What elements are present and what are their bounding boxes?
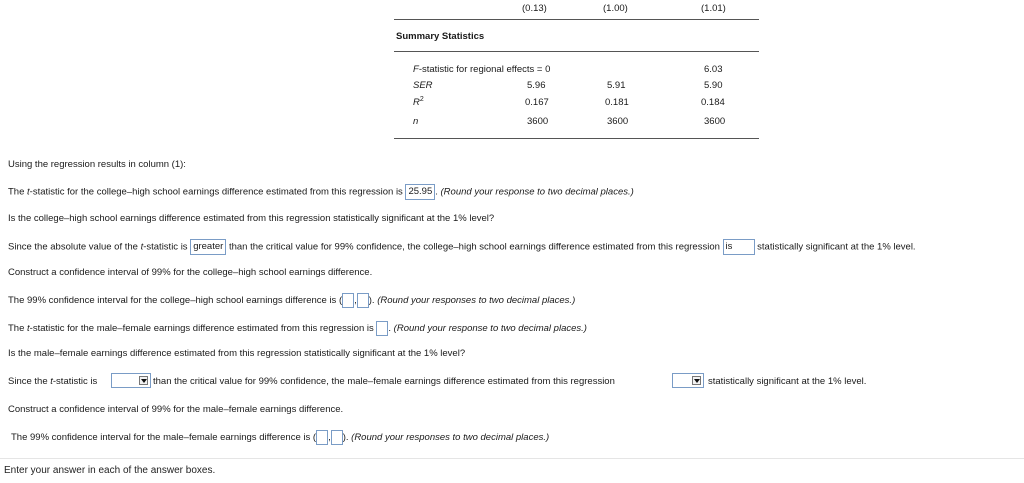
round-hint: (Round your response to two decimal places.) — [440, 186, 634, 198]
text: ). — [368, 295, 378, 307]
sig-mf-question: Is the male–female earnings difference estimated from this regression statistically significant at the 1% level? — [8, 348, 466, 359]
text: Since the — [8, 376, 51, 387]
text: statistically significant at the 1% level. — [754, 241, 916, 253]
comparison-answer[interactable]: greater — [190, 239, 226, 255]
text: The 99% confidence interval for the college–high school earnings difference is ( — [8, 295, 343, 307]
text: -statistic is — [143, 241, 191, 253]
text: ). — [342, 432, 352, 444]
r2-label: R — [413, 97, 420, 109]
row-label-n: n — [413, 116, 419, 127]
table-top-cell-3: (1.01) — [701, 3, 726, 14]
text: -statistic is — [52, 376, 98, 387]
text: The 99% confidence interval for the male–female earnings difference is ( — [11, 432, 317, 444]
footer-divider — [0, 458, 1024, 459]
t-symbol: t — [50, 376, 53, 387]
text: -statistic for the male–female earnings difference estimated from this regression is — [29, 323, 377, 335]
row-fstat-c3: 6.03 — [704, 64, 723, 75]
tstat-mf-input[interactable] — [376, 321, 388, 336]
since-mf-post: statistically significant at the 1% level. — [708, 376, 867, 387]
tstat-college-answer[interactable]: 25.95 — [405, 184, 435, 200]
fstat-label-rest: -statistic for regional effects = 0 — [418, 64, 551, 75]
since-mf-line — [8, 376, 97, 387]
ci-mf-upper-input[interactable] — [331, 430, 343, 445]
row-n-c3: 3600 — [704, 116, 726, 127]
table-rule-bottom — [394, 138, 759, 139]
comparison-select[interactable] — [111, 373, 151, 388]
row-label-r2 — [413, 96, 424, 108]
text: Since the absolute value of the — [8, 241, 141, 253]
significance-select[interactable] — [672, 373, 704, 388]
text: . — [435, 186, 441, 198]
t-symbol: t — [140, 241, 144, 253]
row-ser-c2: 5.91 — [607, 80, 626, 91]
text: , — [328, 432, 331, 444]
row-r2-c3: 0.184 — [701, 97, 725, 108]
text: The — [8, 186, 28, 198]
ci-college-upper-input[interactable] — [357, 293, 369, 308]
row-label-fstat: F-statistic for regional effects = 0 — [413, 64, 551, 75]
round-hint: (Round your responses to two decimal places.) — [377, 295, 576, 307]
round-hint: (Round your responses to two decimal places.) — [351, 432, 550, 444]
table-top-cell-1: (0.13) — [522, 3, 547, 14]
row-n-c2: 3600 — [607, 116, 629, 127]
row-label-ser: SER — [413, 80, 433, 91]
since-college-line — [8, 239, 916, 255]
table-rule-top — [394, 19, 759, 20]
footer-instruction: Enter your answer in each of the answer boxes. — [4, 465, 216, 476]
t-symbol: t — [27, 323, 30, 335]
ci-college-line — [8, 293, 575, 308]
t-symbol: t — [27, 186, 30, 198]
row-r2-c2: 0.181 — [605, 97, 629, 108]
chevron-down-icon — [692, 376, 701, 385]
tstat-mf-line — [8, 321, 587, 336]
round-hint: (Round your response to two decimal places.) — [393, 323, 587, 335]
chevron-down-icon — [139, 376, 148, 385]
tstat-college-line — [8, 184, 634, 200]
row-n-c1: 3600 — [527, 116, 549, 127]
row-ser-c1: 5.96 — [527, 80, 546, 91]
text: The — [8, 323, 28, 335]
r2-sup: 2 — [419, 96, 424, 103]
table-rule-mid — [394, 51, 759, 52]
row-r2-c1: 0.167 — [525, 97, 549, 108]
text: than the critical value for 99% confidence, the college–high school earnings difference estimated from this regression — [226, 241, 723, 253]
ci-mf-lower-input[interactable] — [316, 430, 328, 445]
text: . — [388, 323, 394, 335]
intro-text: Using the regression results in column (1): — [8, 159, 186, 170]
row-ser-c3: 5.90 — [704, 80, 723, 91]
text: -statistic for the college–high school earnings difference estimated from this regression is — [29, 186, 406, 198]
significance-answer[interactable]: is — [723, 239, 755, 255]
ci-mf-construct: Construct a confidence interval of 99% for the male–female earnings difference. — [8, 404, 344, 415]
sig-college-question: Is the college–high school earnings difference estimated from this regression statistically significant at the 1% level? — [8, 213, 495, 224]
since-mf-mid: than the critical value for 99% confidence, the male–female earnings difference estimated from this regression — [153, 376, 615, 387]
table-title: Summary Statistics — [396, 31, 485, 42]
text: , — [354, 295, 357, 307]
ci-college-construct: Construct a confidence interval of 99% for the college–high school earnings difference. — [8, 267, 373, 278]
ci-mf-line — [11, 430, 549, 445]
ci-college-lower-input[interactable] — [342, 293, 354, 308]
table-top-cell-2: (1.00) — [603, 3, 628, 14]
